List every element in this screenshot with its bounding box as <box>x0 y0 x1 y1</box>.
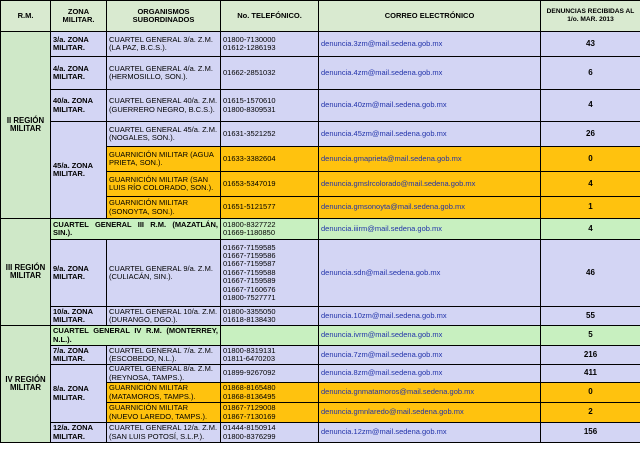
email-cell[interactable]: denuncia.4zm@mail.sedena.gob.mx <box>319 57 541 90</box>
table-row <box>1 346 640 365</box>
email-cell[interactable]: denuncia.40zm@mail.sedena.gob.mx <box>319 90 541 122</box>
count-cell: 2 <box>541 403 640 423</box>
count-cell: 4 <box>541 90 640 122</box>
count-cell: 6 <box>541 57 640 90</box>
count-cell: 1 <box>541 197 640 219</box>
org-cell: CUARTEL GENERAL 10/a. Z.M. (DURANGO, DGO.). <box>107 307 221 326</box>
table-row <box>1 326 640 346</box>
tel-cell: 01631-3521252 <box>221 122 319 147</box>
tel-cell: 01633-3382604 <box>221 147 319 172</box>
table-row <box>1 32 640 57</box>
region-cell: IV REGIÓN MILITAR <box>1 326 51 443</box>
zona-cell: 9/a. ZONA MILITAR. <box>51 240 107 307</box>
tel-cell: 01867-7129008 01867-7130169 <box>221 403 319 423</box>
org-cell: CUARTEL GENERAL 4/a. Z.M. (HERMOSILLO, SON.). <box>107 57 221 90</box>
org-cell: CUARTEL GENERAL 12/a. Z.M. (SAN LUIS POTOSÍ, S.L.P.). <box>107 423 221 443</box>
zona-cell: 3/a. ZONA MILITAR. <box>51 32 107 57</box>
cuartel-region-cell: CUARTEL GENERAL IV R.M. (MONTERREY, N.L.). <box>51 326 221 346</box>
count-cell: 0 <box>541 147 640 172</box>
tel-cell: 01615-1570610 01800-8309531 <box>221 90 319 122</box>
count-cell: 411 <box>541 365 640 383</box>
email-cell[interactable]: denuncia.ivrm@mail.sedena.gob.mx <box>319 326 541 346</box>
count-cell: 4 <box>541 219 640 240</box>
table-row <box>1 90 640 122</box>
tel-cell: 01800-3355050 01618-8138430 <box>221 307 319 326</box>
org-cell: CUARTEL GENERAL 3/a. Z.M. (LA PAZ, B.C.S.). <box>107 32 221 57</box>
zona-cell: 8/a. ZONA MILITAR. <box>51 365 107 423</box>
org-cell: GUARNICIÓN MILITAR (NUEVO LAREDO, TAMPS.). <box>107 403 221 423</box>
tel-cell: 01800-8327722 01669-1180850 <box>221 219 319 240</box>
org-cell: CUARTEL GENERAL 8/a. Z.M. (REYNOSA, TAMPS.). <box>107 365 221 383</box>
count-cell: 43 <box>541 32 640 57</box>
tel-cell: 01899-9267092 <box>221 365 319 383</box>
email-cell[interactable]: denuncia.7zm@mail.sedena.gob.mx <box>319 346 541 365</box>
header-correo: CORREO ELECTRÓNICO <box>319 1 541 32</box>
tel-cell <box>221 326 319 346</box>
count-cell: 46 <box>541 240 640 307</box>
tel-cell: 01651-5121577 <box>221 197 319 219</box>
org-cell: GUARNICIÓN MILITAR (SAN LUIS RÍO COLORADO, SON.). <box>107 172 221 197</box>
email-cell[interactable]: denuncia.gmslrcolorado@mail.sedena.gob.mx <box>319 172 541 197</box>
zona-cell: 40/a. ZONA MILITAR. <box>51 90 107 122</box>
header-zona: ZONA MILITAR. <box>51 1 107 32</box>
org-cell: GUARNICIÓN MILITAR (AGUA PRIETA, SON.). <box>107 147 221 172</box>
tel-cell: 01868-8165480 01868-8136495 <box>221 383 319 403</box>
table-row <box>1 219 640 240</box>
tel-cell: 01667-7159585 01667-7159586 01667-7159587 01667-7159588 01667-7159589 01667-7160676 01800-7527771 <box>221 240 319 307</box>
table-row <box>1 365 640 383</box>
email-cell[interactable]: denuncia.3zm@mail.sedena.gob.mx <box>319 32 541 57</box>
org-cell: CUARTEL GENERAL 9/a. Z.M. (CULIACÁN, SIN.). <box>107 240 221 307</box>
count-cell: 4 <box>541 172 640 197</box>
org-cell: CUARTEL GENERAL 45/a. Z.M. (NOGALES, SON.). <box>107 122 221 147</box>
tel-cell: 01800-7130000 01612-1286193 <box>221 32 319 57</box>
org-cell: GUARNICIÓN MILITAR (SONOYTA, SON.). <box>107 197 221 219</box>
zona-cell: 10/a. ZONA MILITAR. <box>51 307 107 326</box>
zona-cell: 12/a. ZONA MILITAR. <box>51 423 107 443</box>
header-organismos: ORGANISMOS SUBORDINADOS <box>107 1 221 32</box>
email-cell[interactable]: denuncia.12zm@mail.sedena.gob.mx <box>319 423 541 443</box>
region-cell: III REGIÓN MILITAR <box>1 219 51 326</box>
count-cell: 55 <box>541 307 640 326</box>
email-cell[interactable]: denuncia.sdn@mail.sedena.gob.mx <box>319 240 541 307</box>
org-cell: CUARTEL GENERAL 7/a. Z.M. (ESCOBEDO, N.L.). <box>107 346 221 365</box>
header-row <box>1 1 640 32</box>
region-cell: II REGIÓN MILITAR <box>1 32 51 219</box>
count-cell: 216 <box>541 346 640 365</box>
email-cell[interactable]: denuncia.8zm@mail.sedena.gob.mx <box>319 365 541 383</box>
count-cell: 26 <box>541 122 640 147</box>
table-row <box>1 423 640 443</box>
zona-cell: 45/a. ZONA MILITAR. <box>51 122 107 219</box>
zona-cell: 7/a. ZONA MILITAR. <box>51 346 107 365</box>
tel-cell: 01800-8319131 01811-6470203 <box>221 346 319 365</box>
table-row <box>1 240 640 307</box>
email-cell[interactable]: denuncia.45zm@mail.sedena.gob.mx <box>319 122 541 147</box>
tel-cell: 01444-8150914 01800-8376299 <box>221 423 319 443</box>
email-cell[interactable]: denuncia.gmsonoyta@mail.sedena.gob.mx <box>319 197 541 219</box>
table-row <box>1 307 640 326</box>
cuartel-region-cell: CUARTEL GENERAL III R.M. (MAZATLÁN, SIN.). <box>51 219 221 240</box>
org-cell: GUARNICIÓN MILITAR (MATAMOROS, TAMPS.). <box>107 383 221 403</box>
count-cell: 5 <box>541 326 640 346</box>
count-cell: 156 <box>541 423 640 443</box>
header-denuncias: DENUNCIAS RECIBIDAS AL 1/o. MAR. 2013 <box>541 1 640 32</box>
zona-cell: 4/a. ZONA MILITAR. <box>51 57 107 90</box>
table-row <box>1 122 640 147</box>
email-cell[interactable]: denuncia.10zm@mail.sedena.gob.mx <box>319 307 541 326</box>
tel-cell: 01662-2851032 <box>221 57 319 90</box>
email-cell[interactable]: denuncia.gmaprieta@mail.sedena.gob.mx <box>319 147 541 172</box>
email-cell[interactable]: denuncia.iiirm@mail.sedena.gob.mx <box>319 219 541 240</box>
org-cell: CUARTEL GENERAL 40/a. Z.M. (GUERRERO NEGRO, B.C.S.). <box>107 90 221 122</box>
tel-cell: 01653-5347019 <box>221 172 319 197</box>
email-cell[interactable]: denuncia.gmnlaredo@mail.sedena.gob.mx <box>319 403 541 423</box>
header-rm: R.M. <box>1 1 51 32</box>
email-cell[interactable]: denuncia.gnmatamoros@mail.sedena.gob.mx <box>319 383 541 403</box>
table-row <box>1 57 640 90</box>
header-telefono: No. TELEFÓNICO. <box>221 1 319 32</box>
count-cell: 0 <box>541 383 640 403</box>
